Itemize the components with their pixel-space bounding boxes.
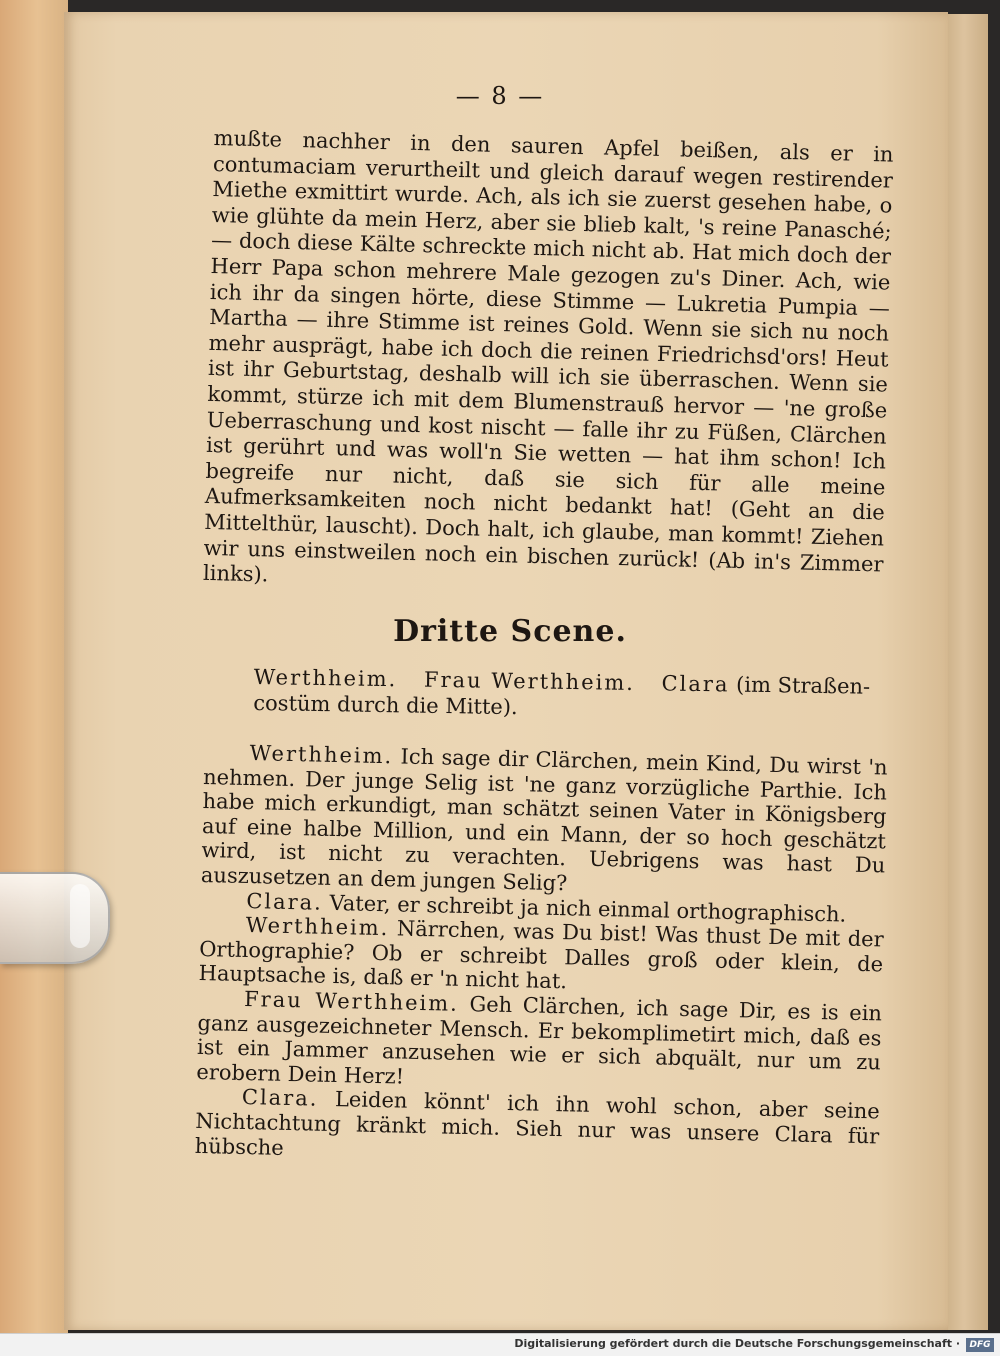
stage-direction: (im Straßen-costüm durch die Mitte).: [253, 672, 871, 720]
paper-clip: [0, 872, 110, 964]
speaker-name: Werthheim.: [245, 913, 390, 941]
page-right-edge: [948, 14, 988, 1330]
speaker-name: Clara.: [241, 1085, 319, 1111]
cast-name: Clara: [661, 671, 730, 697]
speaker-name: Clara.: [246, 888, 324, 915]
speaker-name: Frau Werthheim.: [243, 986, 460, 1016]
dialogue-text: Leiden könnt' ich ihn wohl schon, aber seine Nichtachtung kränkt mich. Sieh nur was unsere Clara für hübsche: [194, 1087, 880, 1160]
dialogue-text: Närrchen, was Du bist! Was thust De mit der Orthographie? Ob er schreibt Dalles groß oder klein, de Hauptsache is, daß er 'n nicht hat.: [198, 916, 884, 994]
dialogue-text: Ich sage dir Clärchen, mein Kind, Du wirst 'n nehmen. Der junge Selig ist 'ne ganz vorzügliche Parthie. Ich habe mich erkundigt, man schätzt seinen Vater in Königsberg auf eine halbe Million, und ein Mann, der so hoch geschätzt wird, ist nicht zu verachten. Uebrigens was hast Du auszusetzen an dem jungen Selig?: [200, 744, 888, 896]
page-left-edge: [0, 0, 68, 1333]
body-paragraph: mußte nachher in den sauren Apfel beißen, als er in contumaciam verurtheilt und gleich darauf wegen restirender Miethe exmittirt wurde. Ach, als ich sie zuerst gesehen habe, o wie glühte da mein Herz, aber sie blieb kalt, 's reine Panasché; — doch diese Kälte schreckte mich nicht ab. Hat mich doch der Herr Papa schon mehrere Male gezogen zu's Diner. Ach, wie ich ihr da singen hörte, diese Stimme — Lukretia Pumpia — Martha — ihre Stimme ist reines Gold. Wenn sie sich nu noch mehr ausprägt, habe ich doch die reinen Friedrichsd'ors! Heut ist ihr Geburtstag, deshalb will ich sie überraschen. Wenn sie kommt, stürze ich mit dem Blumenstrauß hervor — 'ne große Ueberraschung und kost nischt — falle ihr zu Füßen, Clärchen ist gerührt und was woll'n Sie wetten — hat ihm schon! Ich begreife nur nicht, daß sie sich für alle meine Aufmerksamkeiten noch nicht bedankt hat! (Geht an die Mittelthür, lauscht). Doch halt, ich glaube, man kommt! Ziehen wir uns einstweilen noch ein bischen zurück! (Ab in's Zimmer links).: [202, 126, 894, 587]
dialogue: [195, 740, 888, 1174]
dialogue-text: Geh Clärchen, ich sage Dir, es is ein ganz ausgezeichneter Mensch. Er bekomplimetirt mich, daß es ist ein Jammer anzusehen wie er sich abquält, nur um zu erobern Dein Herz!: [196, 992, 883, 1089]
dialogue-text: Vater, er schreibt ja nich einmal orthographisch.: [329, 890, 847, 927]
cast-line: [253, 664, 894, 726]
speaker-name: Werthheim.: [249, 741, 394, 769]
page-number: — 8 —: [455, 82, 545, 110]
dialogue-line: [195, 1084, 880, 1173]
cast-name: Frau Werthheim.: [423, 667, 636, 695]
footer-bar: [0, 1333, 1000, 1356]
footer-credit: Digitalisierung gefördert durch die Deutsche Forschungsgemeinschaft ·: [514, 1337, 960, 1350]
body-text: [203, 126, 894, 603]
scene-title: Dritte Scene.: [393, 614, 627, 649]
paper-clip-shine: [70, 884, 90, 948]
dfg-logo: DFG: [966, 1338, 994, 1352]
dialogue-line: [201, 740, 888, 903]
dialogue-line: [196, 986, 882, 1100]
cast-name: Werthheim.: [253, 664, 398, 692]
